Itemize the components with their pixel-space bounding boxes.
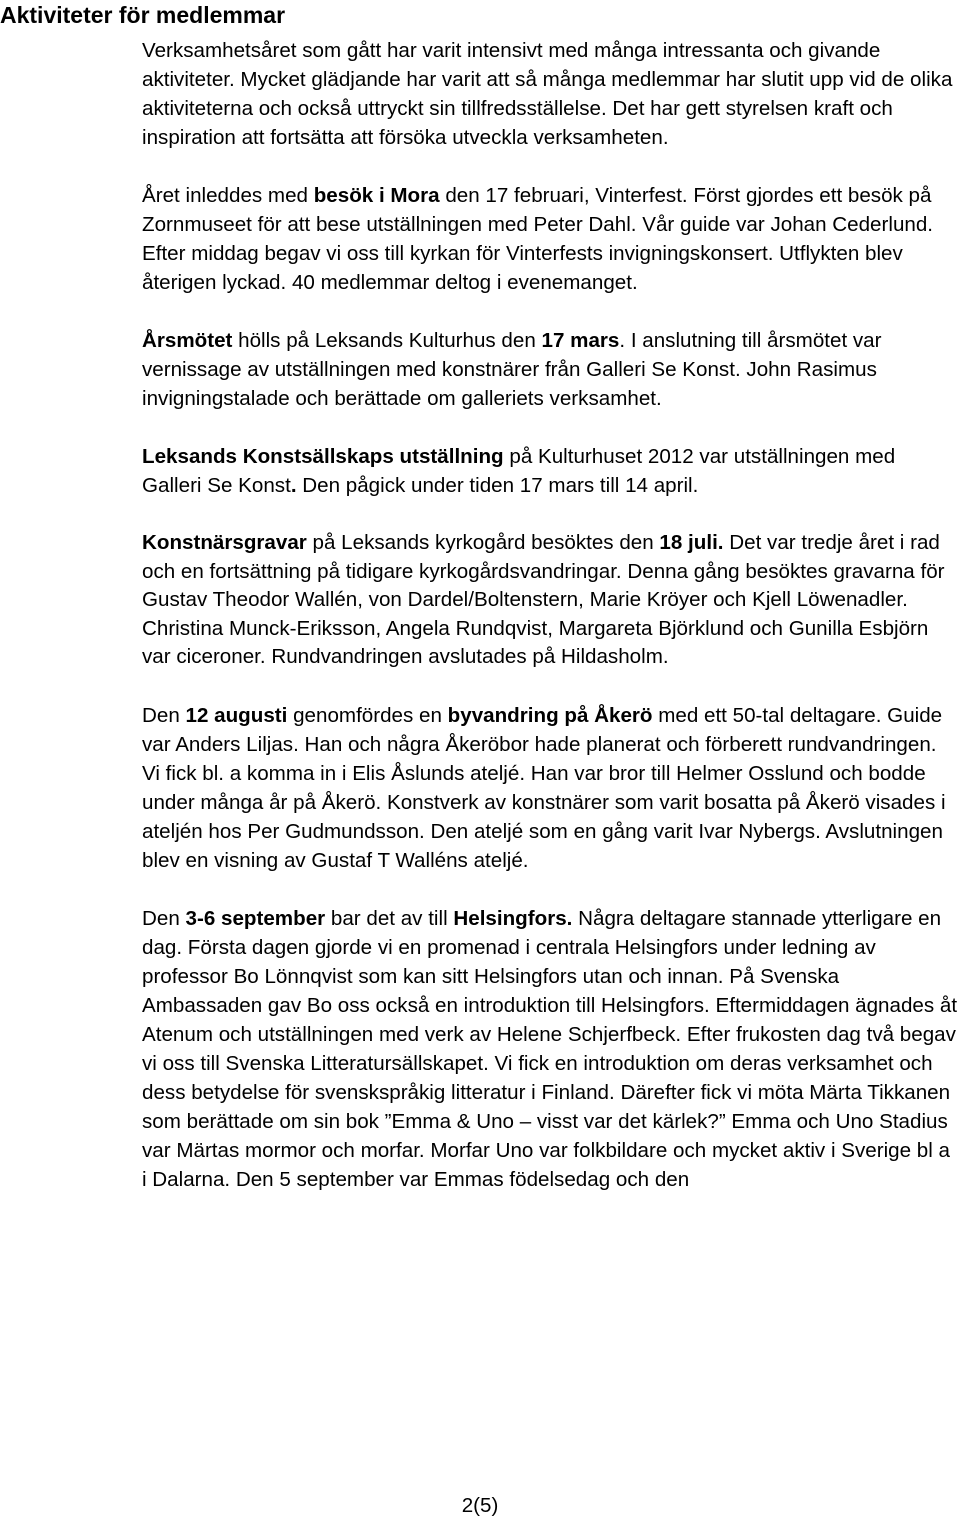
- bold-text: Leksands Konstsällskaps utställning: [142, 445, 504, 468]
- page-number: 2(5): [461, 1494, 499, 1517]
- paragraph-mora-visit: [142, 181, 960, 297]
- paragraph-exhibition: [142, 442, 960, 500]
- text-run: på Kulturhuset 2012 var utställningen med Galleri Se Konst: [142, 445, 896, 497]
- text-run: Några deltagare stannade ytterligare en dag. Första dagen gjorde vi en promenad i centrala Helsingfors under ledning av professor Bo Lönnqvist som kan sitt Helsingfors utan och innan. På Svenska Ambassaden gav Bo oss också en introduktion till Helsingfors. Eftermiddagen ägnades åt Atenum och utställningen med verk av Helene Schjerfbeck. Efter frukosten dag två begav vi oss till Svenska Litteratursällskapet. Vi fick en introduktion om deras verksamhet och dess betydelse för svenskspråkig litteratur i Finland. Därefter fick vi möta Märta Tikkanen som berättade om sin bok ”Emma & Uno – visst var det kärlek?” Emma och Uno Stadius var Märtas mormor och morfar. Morfar Uno var folkbildare och mycket aktiv i Sverige bl a i Dalarna. Den 5 september var Emmas födelsedag och den: [142, 906, 958, 1191]
- text-run: den 17 februari, Vinterfest. Först gjordes ett besök på Zornmuseet för att bese utställningen med Peter Dahl. Vår guide var Johan Cederlund. Efter middag begav vi oss till kyrkan för Vinterfests invigningskonsert. Utflykten blev återigen lyckad. 40 medlemmar deltog i evenemanget.: [142, 184, 934, 294]
- text-run: med ett 50-tal deltagare. Guide var Anders Liljas. Han och några Åkeröbor hade planerat och förberett rundvandringen. Vi fick bl. a komma in i Elis Åslunds ateljé. Han var bror till Helmer Osslund och bodde under många år på Åkerö. Konstverk av konstnärer som varit bosatta på Åkerö visades i ateljén hos Per Gudmundsson. Den ateljé som en gång varit Ivar Nybergs. Avslutningen blev en visning av Gustaf T Walléns ateljé.: [142, 703, 946, 872]
- text-run: . I anslutning till årsmötet var vernissage av utställningen med konstnärer från Galleri Se Konst. John Rasimus invigningstalade och berättade om galleriets verksamhet.: [142, 329, 882, 410]
- paragraph-akero-walk: [142, 701, 960, 875]
- bold-text: 17 mars: [541, 329, 620, 352]
- bold-text: 18 juli.: [659, 531, 724, 554]
- text-run: Den pågick under tiden 17 mars till 14 april.: [296, 474, 699, 497]
- bold-text: .: [290, 474, 297, 497]
- bold-text: Konstnärsgravar: [142, 531, 307, 554]
- paragraph-annual-meeting: [142, 326, 960, 413]
- bold-text: besök i Mora: [313, 184, 440, 207]
- text-run: genomfördes en: [287, 703, 448, 727]
- text-run: Det var tredje året i rad och en fortsättning på tidigare kyrkogårdsvandringar. Denna gång besöktes gravarna för Gustav Theodor Wallén, von Dardel/Boltenstern, Marie Kröyer och Kjell Löwenadler. Christina Munck-Eriksson, Angela Rundqvist, Margareta Björklund och Gunilla Esbjörn var ciceroner. Rundvandringen avslutades på Hildasholm.: [142, 531, 945, 669]
- text-run: Den: [142, 906, 186, 930]
- text-run: Verksamhetsåret som gått har varit intensivt med många intressanta och givande aktiviteter. Mycket glädjande har varit att så många medlemmar har slutit upp vid de olika aktiviteterna och också uttryckt sin tillfredsställelse. Det har gett styrelsen kraft och inspiration att fortsätta att försöka utveckla verksamheten.: [142, 39, 953, 149]
- text-run: Året inleddes med: [142, 184, 314, 207]
- paragraph-helsinki-trip: [142, 904, 960, 1194]
- bold-text: byvandring på Åkerö: [447, 703, 653, 727]
- paragraph-artist-graves: [142, 529, 960, 672]
- text-run: Den: [142, 703, 186, 727]
- bold-text: 12 augusti: [185, 703, 288, 727]
- text-run: på Leksands kyrkogård besöktes den: [306, 531, 660, 554]
- text-run: hölls på Leksands Kulturhus den: [232, 329, 542, 352]
- bold-text: Årsmötet: [142, 329, 233, 352]
- paragraph-intro: [142, 36, 960, 152]
- bold-text: 3-6 september: [185, 906, 326, 930]
- text-run: bar det av till: [325, 906, 454, 930]
- bold-text: Helsingfors.: [453, 906, 573, 930]
- document-body: [142, 36, 960, 1194]
- page-title: Aktiviteter för medlemmar: [0, 2, 286, 28]
